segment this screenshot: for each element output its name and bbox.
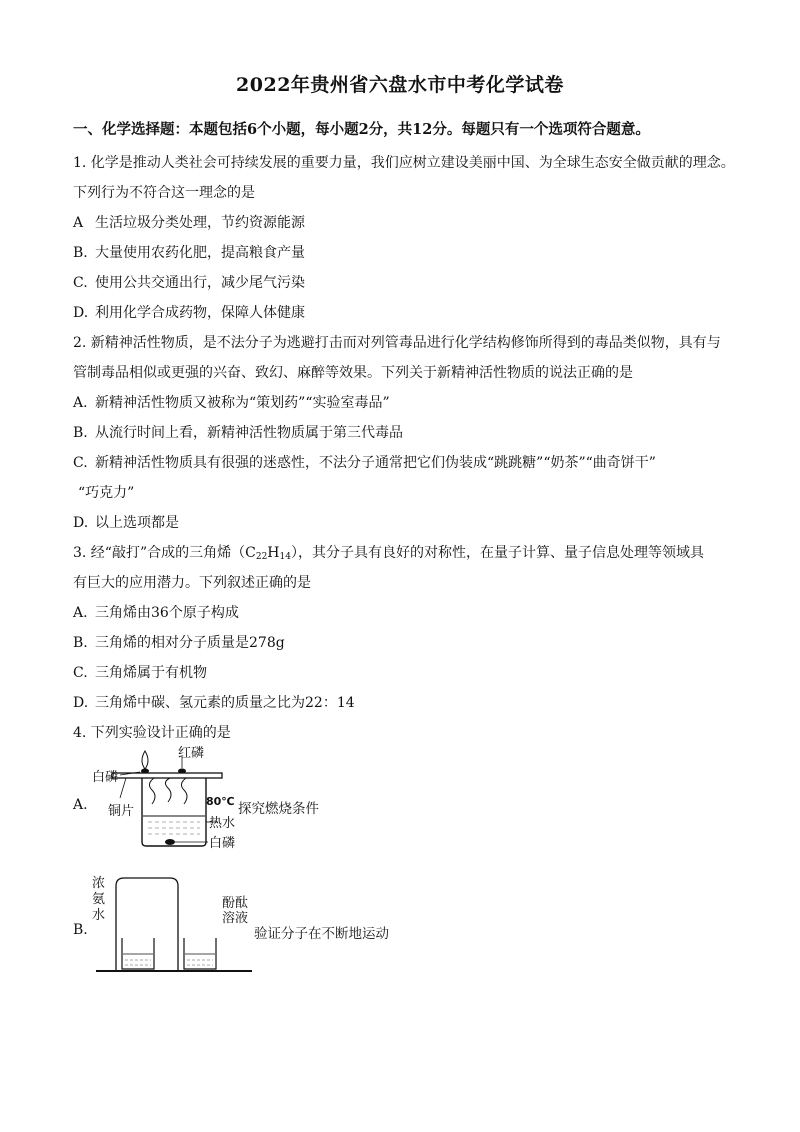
q3-option-b[interactable] (73, 632, 285, 652)
option-text: 新精神活性物质又被称为“策划药”“实验室毒品” (95, 395, 390, 411)
label-white-phosphorus-top: 白磷 (92, 770, 119, 785)
label-copper-plate: 铜片 (108, 804, 135, 819)
q2-option-d[interactable] (73, 512, 179, 532)
q4-stem: 4. 下列实验设计正确的是 (73, 725, 231, 741)
q4-option-b-caption: 验证分子在不断地运动 (254, 926, 389, 942)
option-label: C. (73, 275, 88, 291)
large-inverted-beaker (116, 878, 178, 970)
vapor-curl (149, 778, 155, 804)
option-text: 生活垃圾分类处理，节约资源能源 (95, 215, 305, 231)
white-phosphorus-bottom (165, 839, 175, 845)
q2-option-a[interactable] (73, 392, 390, 412)
option-label: C. (73, 455, 88, 471)
option-label: A. (73, 395, 88, 411)
q4-option-a-caption: 探究燃烧条件 (238, 801, 319, 817)
section-heading: 一、化学选择题：本题包括6个小题，每小题2分，共12分。每题只有一个选项符合题意。 (73, 121, 650, 138)
q4-option-b-label[interactable]: B. (73, 922, 88, 938)
q2-stem-line1: 2. 新精神活性物质，是不法分子为逃避打击而对列管毒品进行化学结构修饰所得到的毒品类似物，具有与 (73, 335, 721, 351)
label-temperature: 80℃ (206, 795, 235, 808)
option-label: A. (73, 605, 88, 621)
label-white-phosphorus-bottom: 白磷 (209, 836, 236, 851)
option-text: 三角烯由36个原子构成 (95, 605, 239, 621)
q1-option-d[interactable] (73, 302, 305, 322)
q4-option-a-label[interactable]: A. (73, 797, 88, 813)
option-text: 三角烯中碳、氢元素的质量之比为22：14 (95, 695, 355, 711)
phenolphthalein-beaker (184, 938, 216, 969)
option-label: B. (73, 425, 88, 441)
q1-stem-line1: 1. 化学是推动人类社会可持续发展的重要力量，我们应树立建设美丽中国、为全球生态安全做贡献的理念。 (73, 155, 735, 171)
option-label: A (73, 215, 84, 231)
label-hot-water: 热水 (209, 816, 236, 831)
subscript-14: 14 (279, 552, 291, 562)
option-text: 三角烯属于有机物 (95, 665, 207, 681)
q1-option-b[interactable] (73, 242, 305, 262)
option-label: C. (73, 665, 88, 681)
q3-stem-pre: 3. 经“敲打”合成的三角烯（C (73, 545, 256, 561)
q1-option-a[interactable] (73, 212, 305, 232)
page-title: 2022年贵州省六盘水市中考化学试卷 (236, 74, 564, 96)
q3-stem-line1 (73, 542, 704, 562)
q3-option-d[interactable] (73, 692, 355, 712)
option-text: 利用化学合成药物，保障人体健康 (95, 305, 305, 321)
q1-option-c[interactable] (73, 272, 305, 292)
q2-option-c-continued: “巧克力” (78, 485, 135, 501)
subscript-22: 22 (255, 552, 268, 562)
q3-option-a[interactable] (73, 602, 239, 622)
leader-line (120, 778, 126, 798)
vapor-curl (165, 778, 171, 802)
beaker (142, 778, 206, 846)
hydrogen-symbol: H (267, 545, 280, 561)
label-red-phosphorus: 红磷 (178, 746, 205, 761)
q3-option-c[interactable] (73, 662, 207, 682)
option-text: 大量使用农药化肥，提高粮食产量 (95, 245, 305, 261)
option-label: D. (73, 695, 89, 711)
label-concentrated-ammonia: 浓氨水 (92, 876, 106, 923)
q2-option-c[interactable] (73, 452, 656, 472)
label-phenolphthalein: 酚酞溶液 (222, 896, 249, 926)
red-phosphorus (178, 769, 186, 774)
option-text: 三角烯的相对分子质量是278g (95, 635, 285, 651)
ammonia-beaker (122, 938, 154, 969)
q1-stem-line2: 下列行为不符合这一理念的是 (73, 185, 255, 201)
option-label: D. (73, 515, 89, 531)
option-label: B. (73, 245, 88, 261)
q2-stem-line2: 管制毒品相似或更强的兴奋、致幻、麻醉等效果。下列关于新精神活性物质的说法正确的是 (73, 365, 633, 381)
vapor-curl (181, 778, 187, 804)
flame-icon (142, 751, 148, 769)
option-text: 从流行时间上看，新精神活性物质属于第三代毒品 (95, 425, 403, 441)
option-text: 新精神活性物质具有很强的迷惑性，不法分子通常把它们伪装成“跳跳糖”“奶茶”“曲奇饼干” (95, 455, 656, 471)
option-label: D. (73, 305, 89, 321)
q2-option-b[interactable] (73, 422, 403, 442)
q3-stem-post: ），其分子具有良好的对称性，在量子计算、量子信息处理等领域具 (290, 545, 704, 561)
option-text: 以上选项都是 (95, 515, 179, 531)
q3-stem-line2: 有巨大的应用潜力。下列叙述正确的是 (73, 575, 311, 591)
option-text: 使用公共交通出行，减少尾气污染 (95, 275, 305, 291)
option-label: B. (73, 635, 88, 651)
